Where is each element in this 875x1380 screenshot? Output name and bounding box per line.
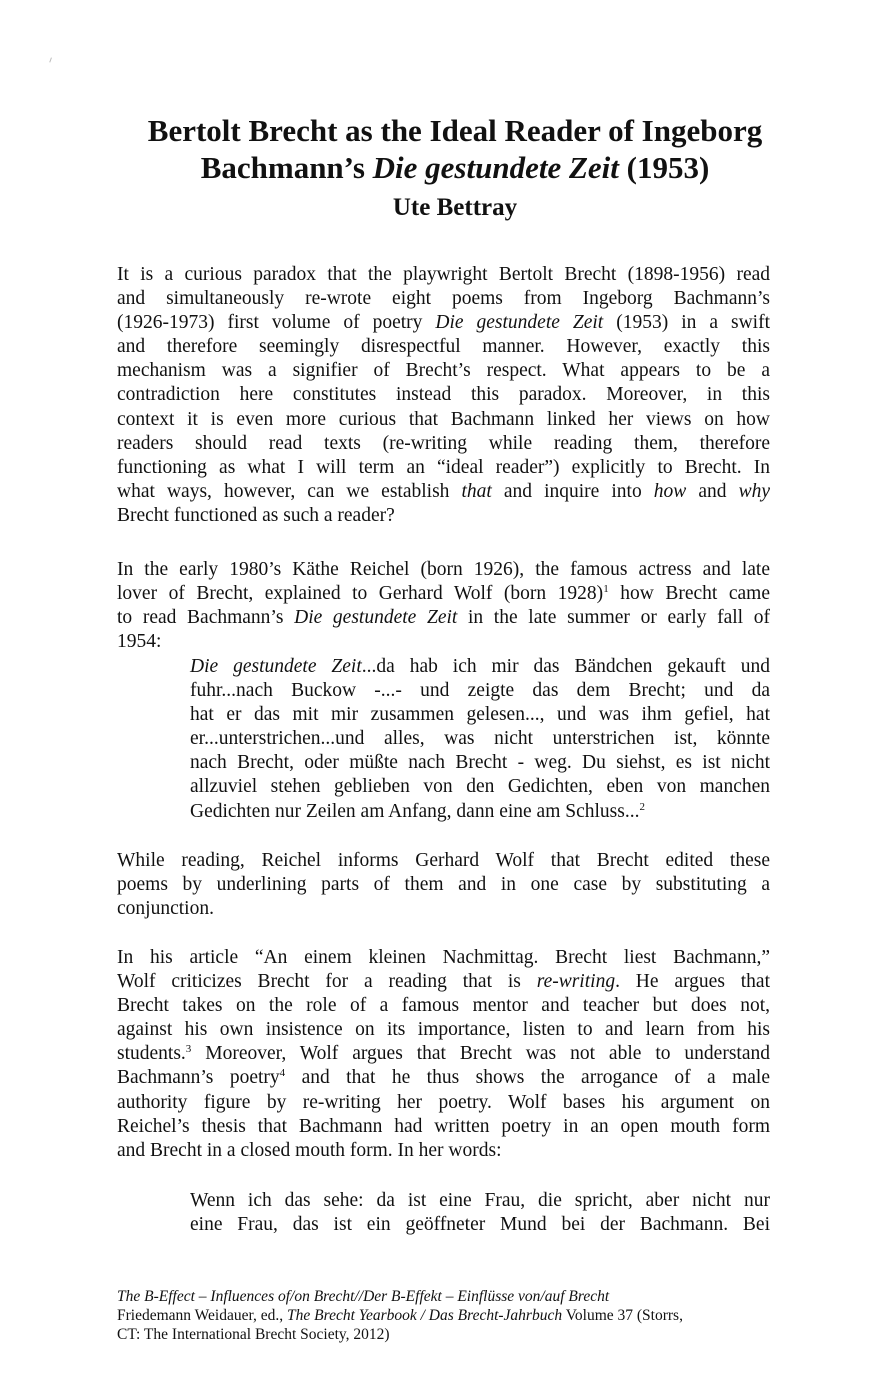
text-italic: why xyxy=(738,480,771,502)
text-line: context it is even more curious that Bachmann linked her views on how xyxy=(117,408,770,430)
text-run: ...da hab ich mir das Bändchen gekauft und xyxy=(361,656,770,677)
text-line: readers should read texts (re-writing while reading them, therefore xyxy=(117,432,770,454)
text-italic: how xyxy=(653,480,687,502)
text-run: and inquire into xyxy=(491,480,654,502)
text-run: Wolf criticizes Brecht for a reading that is xyxy=(117,971,537,993)
text-run: . He argues that xyxy=(615,971,770,993)
footer-volume-title: The B-Effect – Influences of/on Brecht//Der B-Effekt – Einflüsse von/auf Brecht xyxy=(117,1288,610,1305)
footnote-ref[interactable]: 4 xyxy=(279,1067,286,1080)
scan-speck xyxy=(49,57,54,63)
text-run: to read Bachmann’s xyxy=(117,607,295,629)
paragraph-2 xyxy=(117,558,770,654)
text-run: Friedemann Weidauer, ed., xyxy=(117,1307,288,1324)
title-italic-work: Die gestundete Zeit xyxy=(372,150,619,185)
text-line: and Brecht in a closed mouth form. In her words: xyxy=(117,1139,502,1161)
text-line: fuhr...nach Buckow -...- und zeigte das dem Brecht; und da xyxy=(190,680,770,702)
author-name: Ute Bettray xyxy=(392,194,518,221)
title-text: Bachmann’s xyxy=(200,150,373,185)
block-quote-1 xyxy=(190,655,770,824)
text-run: and that he thus shows the arrogance of a male xyxy=(285,1067,771,1089)
footer-yearbook-title: The Brecht Yearbook / Das Brecht-Jahrbuch xyxy=(287,1307,563,1324)
text-italic: Die gestundete Zeit xyxy=(294,607,458,629)
text-line: er...unterstrichen...und alles, was nicht unterstrichen ist, könnte xyxy=(190,728,770,750)
footer-publisher: CT: The International Brecht Society, 2012) xyxy=(117,1326,390,1343)
text-italic: that xyxy=(461,480,492,502)
text-line: Brecht takes on the role of a famous mentor and teacher but does not, xyxy=(117,995,770,1017)
footer-citation xyxy=(117,1307,683,1324)
text-line: eine Frau, das ist ein geöffneter Mund bei der Bachmann. Bei xyxy=(190,1214,770,1236)
text-line xyxy=(190,800,770,824)
text-line xyxy=(190,655,770,679)
text-run: in the late summer or early fall of xyxy=(457,607,770,629)
title-line-1: Bertolt Brecht as the Ideal Reader of Ingeborg xyxy=(147,113,763,148)
text-line xyxy=(117,606,770,630)
text-line: nach Brecht, oder müßte nach Brecht - weg. Du siehst, es ist nicht xyxy=(190,752,770,774)
paragraph-4 xyxy=(117,946,770,1163)
text-line: hat er das mit mir zusammen gelesen..., und was ihm gefiel, hat xyxy=(190,704,770,726)
paragraph-3 xyxy=(117,849,770,921)
footnote-ref[interactable]: 2 xyxy=(639,800,645,813)
text-run: Moreover, Wolf argues that Brecht was not able to understand xyxy=(191,1043,770,1065)
text-run: Volume 37 (Storrs, xyxy=(562,1307,683,1324)
publication-footer xyxy=(117,1287,777,1344)
text-line xyxy=(117,970,770,994)
text-run: Bachmann’s poetry xyxy=(117,1067,280,1089)
footnote-ref[interactable]: 1 xyxy=(603,583,609,596)
text-line: 1954: xyxy=(117,631,162,653)
text-line: mechanism was a signifier of Brecht’s respect. What appears to be a xyxy=(117,360,770,382)
text-run: students. xyxy=(117,1043,186,1065)
text-line: It is a curious paradox that the playwright Bertolt Brecht (1898-1956) read xyxy=(117,264,770,285)
title-line-2 xyxy=(201,150,710,185)
text-line: and therefore seemingly disrespectful manner. However, exactly this xyxy=(117,336,770,358)
block-quote-2 xyxy=(190,1189,770,1237)
article-title xyxy=(100,112,810,186)
text-line: Brecht functioned as such a reader? xyxy=(117,504,395,526)
text-line: In his article “An einem kleinen Nachmittag. Brecht liest Bachmann,” xyxy=(117,947,770,968)
text-line xyxy=(117,582,770,606)
footnote-ref[interactable]: 3 xyxy=(185,1043,192,1056)
text-line: In the early 1980’s Käthe Reichel (born 1926), the famous actress and late xyxy=(117,559,770,580)
text-line: conjunction. xyxy=(117,898,214,920)
text-line: functioning as what I will term an “ideal reader”) explicitly to Brecht. In xyxy=(117,456,770,478)
text-italic: Die gestundete Zeit xyxy=(435,312,604,334)
text-line xyxy=(117,1066,770,1090)
paragraph-1 xyxy=(117,263,770,528)
text-line xyxy=(117,480,770,504)
text-run: (1953) in a swift xyxy=(603,312,770,334)
text-line xyxy=(117,311,770,335)
text-line: against his own insistence on its importance, listen to and learn from his xyxy=(117,1019,770,1041)
text-line xyxy=(117,1042,770,1066)
text-line: poems by underlining parts of them and in one case by substituting a xyxy=(117,874,770,896)
text-run: lover of Brecht, explained to Gerhard Wolf (born 1928) xyxy=(117,583,604,605)
text-line: While reading, Reichel informs Gerhard Wolf that Brecht edited these xyxy=(117,850,770,871)
text-run: (1926-1973) first volume of poetry xyxy=(117,312,436,334)
text-run: what ways, however, can we establish xyxy=(117,480,462,502)
text-line: authority figure by re-writing her poetry. Wolf bases his argument on xyxy=(117,1091,770,1113)
text-italic: re-writing xyxy=(536,971,616,993)
text-line: allzuviel stehen geblieben von den Gedichten, eben von manchen xyxy=(190,776,770,798)
title-year: (1953) xyxy=(618,150,710,185)
text-run: and xyxy=(686,480,739,502)
text-line: and simultaneously re-wrote eight poems from Ingeborg Bachmann’s xyxy=(117,288,770,310)
text-run: Gedichten nur Zeilen am Anfang, dann eine am Schluss... xyxy=(190,800,640,822)
text-line: Wenn ich das sehe: da ist eine Frau, die spricht, aber nicht nur xyxy=(190,1190,770,1211)
text-line: Reichel’s thesis that Bachmann had written poetry in an open mouth form xyxy=(117,1115,770,1137)
text-line: contradiction here constitutes instead this paradox. Moreover, in this xyxy=(117,384,770,406)
text-run: how Brecht came xyxy=(608,583,770,605)
text-italic: Die gestundete Zeit xyxy=(190,656,362,677)
